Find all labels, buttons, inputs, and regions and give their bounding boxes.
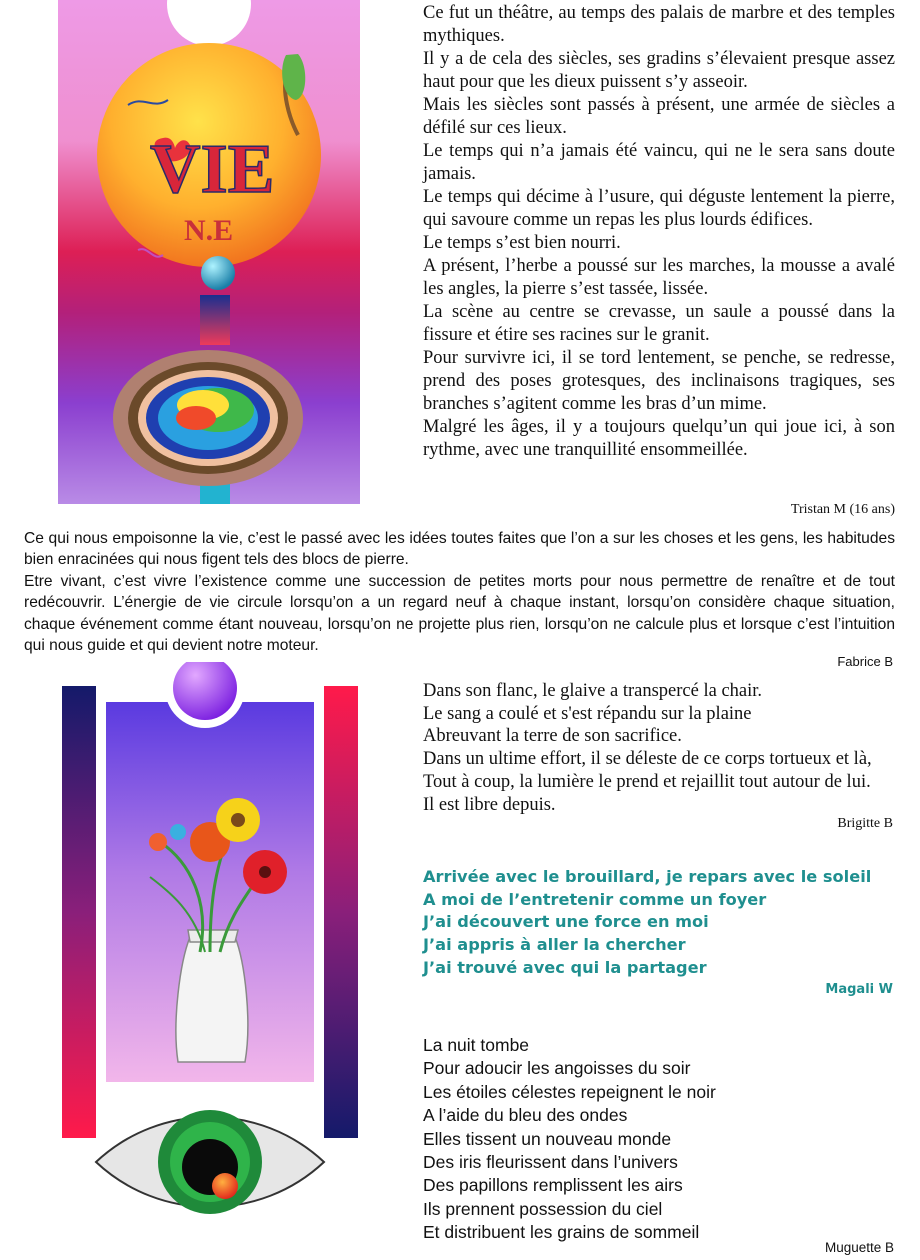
artwork-word-vie: VIE [150, 131, 275, 208]
poem-four-line: Ils prennent possession du ciel [423, 1198, 663, 1219]
poem-one-line: Mais les siècles sont passés à présent, une armée de siècles a défilé sur ces lieux. [423, 95, 895, 138]
poem-four-line: Et distribuent les grains de sommeil [423, 1222, 700, 1243]
poem-two-line: Il est libre depuis. [423, 794, 556, 815]
poem-one-author: Tristan M (16 ans) [790, 502, 895, 517]
poem-four-author: Muguette B [824, 1240, 894, 1255]
poem-two-line: Tout à coup, la lumière le prend et rejaillit tout autour de lui. [423, 771, 871, 792]
eye-highlight [212, 1173, 238, 1199]
poem-one-line: Pour survivre ici, il se tord lentement, se penche, se redresse, prend des poses grotesques, des inclinaisons tragiques, ses branches s’agitent comme les bras d’un mime. [423, 348, 895, 414]
poem-nuit [423, 1034, 893, 1245]
prose-block [24, 528, 895, 656]
poem-one-line: Le temps qui décime à l’usure, qui déguste lentement la pierre, qui savoure comme un repas les plus lourds édifices. [423, 187, 895, 230]
poem-theatre [423, 2, 895, 462]
poem-three-line: Arrivée avec le brouillard, je repars avec le soleil [423, 867, 872, 886]
blue-sphere [201, 256, 235, 290]
poem-four-line: A l’aide du bleu des ondes [423, 1105, 628, 1126]
poem-two-line: Le sang a coulé et s'est répandu sur la plaine [423, 703, 752, 724]
poem-sacrifice [423, 680, 893, 816]
right-gradient-bar [324, 686, 358, 1138]
poem-one-line: Le temps qui n’a jamais été vaincu, qui ne le sera sans doute jamais. [423, 141, 895, 184]
poem-two-line: Abreuvant la terre de son sacrifice. [423, 726, 682, 747]
poem-one-line: Malgré les âges, il y a toujours quelqu’un qui joue ici, à son rythme, avec une tranquillité ensommeillée. [423, 417, 895, 460]
poem-three-line: J’ai trouvé avec qui la partager [423, 957, 707, 977]
prose-paragraph: Ce qui nous empoisonne la vie, c’est le passé avec les idées toutes faites que l’on a sur les choses et les gens, les habitudes bien enracinées qui nous figent tels des blocs de pierre. [24, 530, 895, 569]
column-top [200, 295, 230, 345]
poem-four-line: Des papillons remplissent les airs [423, 1175, 683, 1196]
poem-four-line: Pour adoucir les angoisses du soir [423, 1058, 691, 1079]
poem-one-line: A présent, l’herbe a poussé sur les marches, la mousse a avalé les angles, la pierre s’est tassée, lissée. [423, 256, 895, 299]
poem-one-line: Ce fut un théâtre, au temps des palais de marbre et des temples mythiques. [423, 3, 895, 46]
poem-three-line: J’ai découvert une force en moi [423, 912, 709, 932]
poem-one-line: Il y a de cela des siècles, ses gradins s’élevaient presque assez haut pour que les dieux puissent s’y asseoir. [423, 49, 895, 92]
poem-two-author: Brigitte B [837, 816, 893, 831]
poem-four-line: Les étoiles célestes repeignent le noir [423, 1081, 716, 1102]
stone-ring-core [176, 406, 216, 430]
poem-four-line: Elles tissent un nouveau monde [423, 1128, 672, 1149]
artwork-vase-eye [60, 662, 360, 1260]
poem-one-line: La scène au centre se crevasse, un saule a poussé dans la fissure et étire ses racines sur le granit. [423, 302, 895, 345]
left-gradient-bar [62, 686, 96, 1138]
artwork-word-ne: N.E [184, 214, 234, 247]
poem-one-line: Le temps s’est bien nourri. [423, 233, 621, 253]
poem-four-line: La nuit tombe [423, 1035, 530, 1055]
poem-three-line: A moi de l’entretenir comme un foyer [423, 889, 767, 909]
poem-three-author: Magali W [825, 982, 893, 997]
vase [176, 937, 248, 1062]
prose-paragraph: Etre vivant, c’est vivre l’existence comme une succession de petites morts pour nous permettre de renaître et de tout redécouvrir. L’énergie de vie circule lorsqu’on a un regard neuf à chaque instant, lorsqu’on considère chaque situation, chaque événement comme étant nouveau, lorsqu’on ne projette plus rien, lorsqu’on ne calcule plus et lorsque c’est l’intuition qui nous guide et qui devient notre moteur. [24, 572, 895, 655]
poem-two-line: Dans son flanc, le glaive a transpercé la chair. [423, 681, 763, 701]
poem-soleil [423, 866, 893, 980]
poem-two-line: Dans un ultime effort, il se déleste de ce corps tortueux et là, [423, 749, 872, 770]
poem-four-line: Des iris fleurissent dans l’univers [423, 1152, 678, 1173]
artwork-vie-theatre [58, 0, 360, 504]
prose-author: Fabrice B [837, 654, 893, 669]
poem-three-line: J’ai appris à aller la chercher [423, 935, 686, 955]
